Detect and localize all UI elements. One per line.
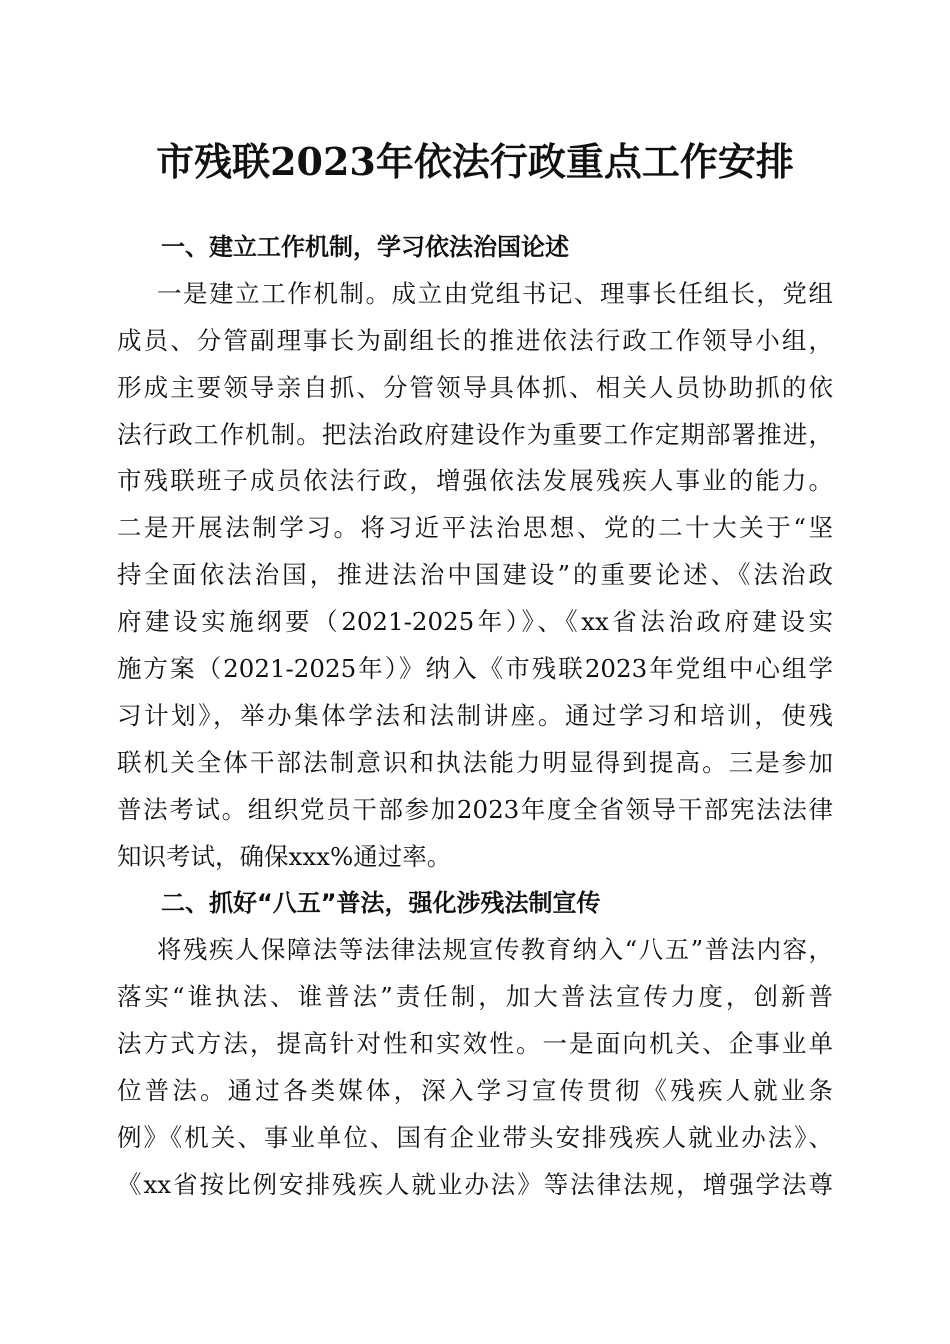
paragraph-line: 施方案（2021-2025年）》纳入《市残联2023年党组中心组学 [117, 654, 833, 684]
paragraph-line: 成员、分管副理事长为副组长的推进依法行政工作领导小组， [117, 325, 833, 355]
document-title: 市残联2023年依法行政重点工作安排 [156, 139, 794, 184]
paragraph-line: 市残联班子成员依法行政，增强依法发展残疾人事业的能力。 [117, 466, 833, 496]
paragraph-line: 法方式方法，提高针对性和实效性。一是面向机关、企事业单 [117, 1029, 833, 1059]
paragraph-line: 持全面依法治国，推进法治中国建设”的重要论述、《法治政 [117, 560, 833, 590]
paragraph-line: 法行政工作机制。把法治政府建设作为重要工作定期部署推进， [117, 419, 833, 449]
paragraph-line: 落实“谁执法、谁普法”责任制，加大普法宣传力度，创新普 [117, 982, 833, 1012]
paragraph-line: 联机关全体干部法制意识和执法能力明显得到提高。三是参加 [117, 747, 833, 777]
paragraph-line: 二是开展法制学习。将习近平法治思想、党的二十大关于“坚 [117, 513, 833, 543]
paragraph-line: 将残疾人保障法等法律法规宣传教育纳入“八五”普法内容， [157, 935, 833, 965]
paragraph-line: 普法考试。组织党员干部参加2023年度全省领导干部宪法法律 [117, 794, 833, 824]
paragraph-line: 位普法。通过各类媒体，深入学习宣传贯彻《残疾人就业条 [117, 1076, 833, 1106]
paragraph-line: 形成主要领导亲自抓、分管领导具体抓、相关人员协助抓的依 [117, 372, 833, 402]
paragraph-line: 知识考试，确保xxx%通过率。 [117, 841, 452, 871]
paragraph-line: 府建设实施纲要（2021-2025年）》、《xx省法治政府建设实 [117, 607, 833, 637]
paragraph-line: 《xx省按比例安排残疾人就业办法》等法律法规，增强学法尊 [117, 1169, 833, 1199]
paragraph-line: 例》《机关、事业单位、国有企业带头安排残疾人就业办法》、 [117, 1122, 833, 1152]
paragraph-line: 习计划》，举办集体学法和法制讲座。通过学习和培训，使残 [117, 700, 833, 730]
section-heading-2: 二、抓好“八五”普法，强化涉残法制宣传 [161, 889, 601, 918]
section-heading-1: 一、建立工作机制，学习依法治国论述 [161, 233, 569, 261]
paragraph-line: 一是建立工作机制。成立由党组书记、理事长任组长，党组 [157, 278, 833, 308]
document-body [117, 224, 833, 1209]
